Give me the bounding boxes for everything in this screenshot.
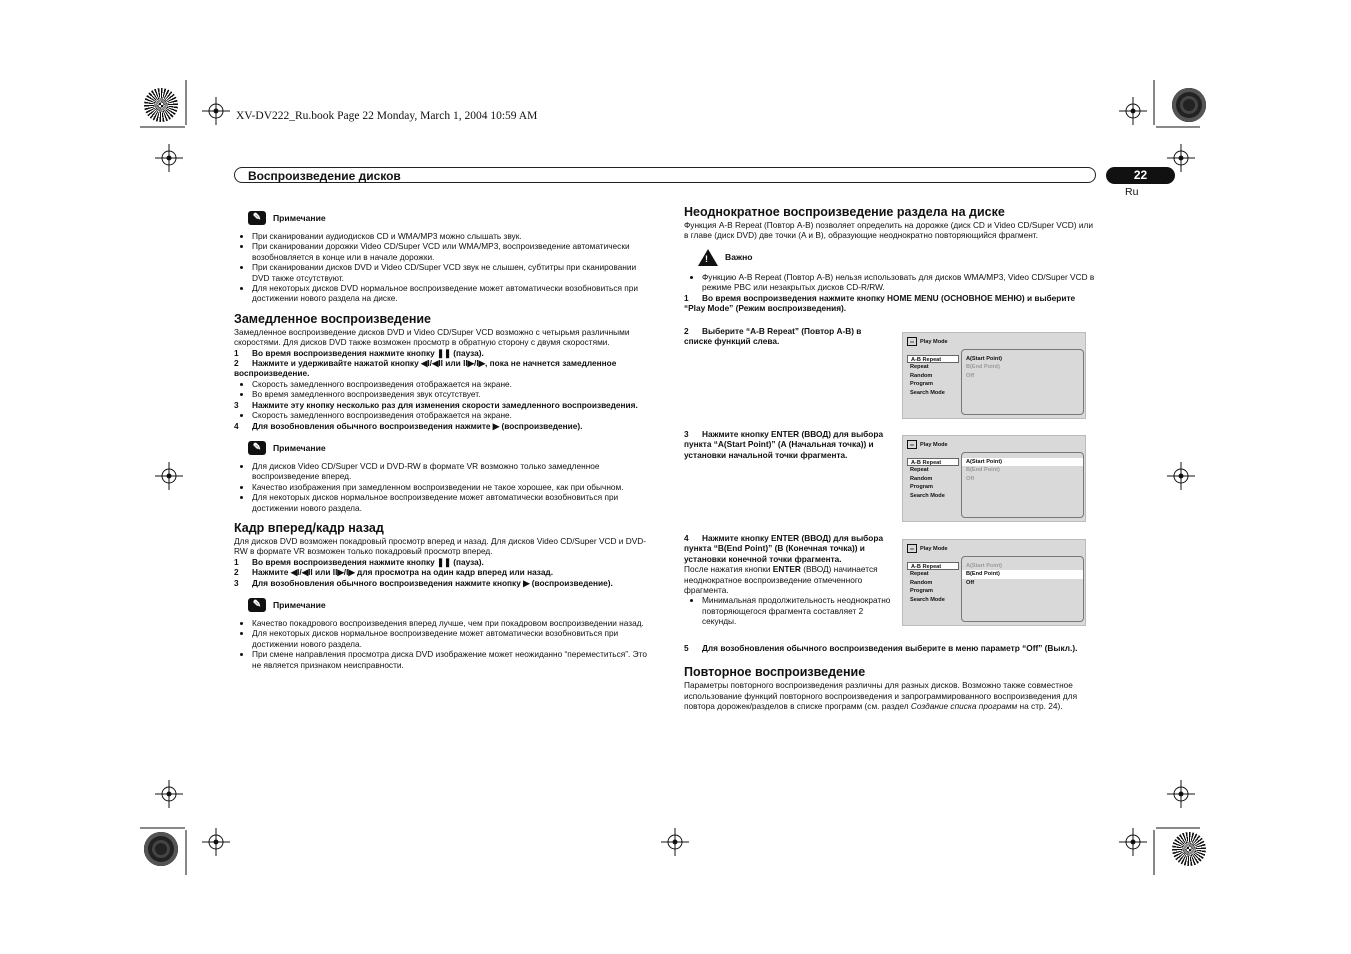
- step-number: 5: [684, 643, 689, 653]
- osd-menu-item: Search Mode: [910, 492, 945, 499]
- text: (ВВОД) начинается неоднократное воспроизведение отмеченного фрагмента.: [684, 564, 878, 596]
- step-number: 1: [684, 292, 689, 303]
- list-item: • При сканировании дорожки Video CD/Super VCD или WMA/MP3, воспроизведение автоматически возобновляется в конце или в начале дорожки.: [252, 241, 652, 262]
- osd-title-text: Play Mode: [920, 338, 948, 345]
- osd-menu-item: Random: [910, 475, 933, 482]
- osd-menu-item: Repeat: [910, 364, 929, 371]
- list-item: • При сканировании дисков DVD и Video CD/Super VCD звук не слышен, субтитры при сканировании DVD также отсутствуют.: [252, 262, 652, 283]
- osd-menu-item: Search Mode: [910, 389, 945, 396]
- heading-frame-advance: Кадр вперед/кадр назад: [234, 520, 384, 535]
- step: [234, 358, 652, 379]
- osd-title-text: Play Mode: [920, 545, 948, 552]
- step: [234, 421, 652, 431]
- step-text: Нажмите ◀I/◀II или II▶/I▶ для просмотра на один кадр вперед или назад.: [252, 567, 554, 578]
- step: [234, 567, 652, 577]
- left-column: [234, 208, 652, 670]
- note-list: [234, 461, 652, 513]
- step-3-block: [684, 429, 889, 460]
- step: [234, 557, 652, 567]
- step-text: Для возобновления обычного воспроизведения нажмите ▶ (воспроизведение).: [252, 420, 583, 431]
- page-number: 22: [1106, 167, 1175, 184]
- paragraph: Для дисков DVD возможен покадровый просмотр вперед и назад. Для дисков Video CD/Super VCD и DVD-RW в формате VR возможен только покадровый просмотр вперед.: [234, 535, 647, 557]
- step-text: Во время воспроизведения нажмите кнопку HOME MENU (ОСНОВНОЕ МЕНЮ) и выберите “Play Mode” (Режим воспроизведения).: [684, 292, 1076, 314]
- step-number: 2: [234, 567, 239, 578]
- step-number: 4: [234, 420, 239, 431]
- step-2-block: [684, 326, 884, 347]
- list-item: • Качество изображения при замедленном воспроизведении не такое хорошее, как при обычном.: [252, 482, 652, 492]
- step-4-block: [684, 533, 896, 627]
- pencil-note-icon: ✎: [248, 441, 266, 455]
- osd-option: Off: [966, 372, 975, 379]
- step: [684, 293, 1098, 314]
- pencil-note-icon: ✎: [248, 598, 266, 612]
- step-text: Для возобновления обычного воспроизведения нажмите кнопку ▶ (воспроизведение).: [252, 577, 613, 588]
- important-list: [684, 272, 1098, 293]
- paragraph: [684, 564, 896, 595]
- step-number: 1: [234, 556, 239, 567]
- osd-option: Off: [966, 475, 975, 482]
- paragraph: [684, 680, 1096, 711]
- note-block: [248, 441, 652, 455]
- osd-option: Off: [966, 579, 975, 586]
- step-number: 3: [234, 577, 239, 588]
- osd-option: B(End Point): [966, 364, 1000, 371]
- list-item: • Качество покадрового воспроизведения вперед лучше, чем при покадровом воспроизведении назад.: [252, 618, 652, 628]
- osd-menu-item: Program: [910, 381, 934, 388]
- heading-repeat-playback: Повторное воспроизведение: [684, 665, 866, 680]
- osd-options: [961, 556, 1084, 622]
- key-name: ENTER: [772, 564, 801, 575]
- step-number: 4: [684, 533, 689, 543]
- step-text: Во время воспроизведения нажмите кнопку ❚❚ (пауза).: [252, 556, 484, 567]
- osd-menu-item: Repeat: [910, 467, 929, 474]
- text: После нажатия кнопки: [684, 564, 773, 575]
- osd-menu-item: Repeat: [910, 571, 929, 578]
- osd-title: [907, 544, 948, 553]
- step-5-block: [684, 643, 1096, 712]
- osd-title: [907, 337, 948, 346]
- step: [684, 326, 884, 347]
- book-info: XV-DV222_Ru.book Page 22 Monday, March 1, 2004 10:59 AM: [236, 110, 538, 122]
- note-list: [234, 231, 652, 304]
- cross-reference: Создание списка программ: [910, 701, 1018, 712]
- paragraph: Замедленное воспроизведение дисков DVD и Video CD/Super VCD возможно с четырьмя различными скоростями. Для дисков DVD также возможен просмотр в обратную сторону с двумя скоростями.: [234, 326, 630, 348]
- osd-options: [961, 452, 1084, 518]
- osd-menu-item: Random: [910, 372, 933, 379]
- dvd-icon: ▭: [907, 440, 917, 449]
- pencil-note-icon: ✎: [248, 211, 266, 225]
- list-item: • Минимальная продолжительность неоднократно повторяющегося фрагмента составляет 2 секунды.: [702, 595, 896, 626]
- step-number: 3: [234, 399, 239, 410]
- osd-menu: [907, 562, 959, 604]
- list-item: • При сканировании аудиодисков CD и WMA/MP3 можно слышать звук.: [252, 231, 652, 241]
- step-text: Нажмите эту кнопку несколько раз для изменения скорости замедленного воспроизведения.: [252, 399, 638, 410]
- step-text: Во время воспроизведения нажмите кнопку ❚❚ (пауза).: [252, 347, 484, 358]
- osd-menu-item: A-B Repeat: [907, 355, 959, 363]
- warning-icon: !: [698, 249, 718, 266]
- osd-option: B(End Point): [962, 570, 1083, 578]
- list-item: • Для некоторых дисков нормальное воспроизведение может автоматически возобновиться при достижении нового раздела.: [252, 492, 652, 513]
- osd-options: [961, 349, 1084, 415]
- section-title: Воспроизведение дисков: [234, 167, 1096, 183]
- step: [234, 348, 652, 358]
- osd-menu: [907, 355, 959, 397]
- osd-screen-1: [902, 332, 1086, 419]
- step-number: 2: [234, 358, 239, 369]
- osd-title: [907, 440, 948, 449]
- dvd-icon: ▭: [907, 544, 917, 553]
- step: [684, 429, 889, 460]
- step-number: 2: [684, 326, 689, 336]
- note-list: [234, 618, 652, 670]
- list-item: • Функцию A-B Repeat (Повтор A-B) нельзя использовать для дисков WMA/MP3, Video CD/Super VCD в режиме PBC или незакрытых дисков CD-R/RW.: [702, 272, 1098, 293]
- right-column-top: [684, 205, 1098, 313]
- paragraph: Функция A-B Repeat (Повтор A-B) позволяет определить на дорожке (диск CD и Video CD/Super VCD) или в главе (диск DVD) две точки (A и B), образующие неоднократно повторяющийся фрагмент.: [684, 220, 1093, 241]
- note-block: [248, 211, 652, 225]
- bullet-list: [684, 595, 896, 626]
- step: [684, 643, 1096, 653]
- step-number: 3: [684, 429, 689, 439]
- note-title: Примечание: [273, 212, 326, 223]
- list-item: • Скорость замедленного воспроизведения отображается на экране.: [252, 379, 652, 389]
- osd-title-text: Play Mode: [920, 441, 948, 448]
- language-label: Ru: [1125, 186, 1139, 198]
- important-block: [698, 249, 1098, 266]
- step-text: Нажмите кнопку ENTER (ВВОД) для выбора пункта “B(End Point)” (B (Конечная точка)) и установки конечной точки фрагмента.: [684, 533, 884, 564]
- step-text: Для возобновления обычного воспроизведения выберите в меню параметр “Off” (Выкл.).: [702, 643, 1078, 653]
- step: [234, 400, 652, 410]
- osd-menu-item: Random: [910, 579, 933, 586]
- bullet-list: [234, 379, 652, 400]
- list-item: • Во время замедленного воспроизведения звук отсутствует.: [252, 389, 652, 399]
- note-title: Примечание: [273, 599, 326, 610]
- text: на стр. 24).: [1017, 701, 1063, 712]
- step-number: 1: [234, 347, 239, 358]
- osd-option: A(Start Point): [966, 563, 1003, 569]
- osd-menu: [907, 458, 959, 500]
- osd-menu-item: A-B Repeat: [907, 562, 959, 570]
- osd-option: A(Start Point): [966, 356, 1003, 362]
- list-item: • Для некоторых дисков DVD нормальное воспроизведение может автоматически возобновиться при достижении нового раздела на диске.: [252, 283, 652, 304]
- note-title: Примечание: [273, 442, 326, 453]
- step-text: Нажмите и удерживайте нажатой кнопку ◀I/◀II или II▶/I▶, пока не начнется замедленное воспроизведение.: [234, 358, 617, 379]
- osd-option: B(End Point): [966, 467, 1000, 474]
- osd-menu-item: A-B Repeat: [907, 458, 959, 466]
- osd-menu-item: Program: [910, 588, 934, 595]
- step-text: Выберите “A-B Repeat” (Повтор A-B) в списке функций слева.: [684, 326, 862, 347]
- step: [234, 578, 652, 588]
- osd-menu-item: Search Mode: [910, 596, 945, 603]
- heading-ab-repeat: Неоднократное воспроизведение раздела на диске: [684, 205, 1005, 219]
- bullet-list: [234, 410, 652, 420]
- step-text: Нажмите кнопку ENTER (ВВОД) для выбора пункта “A(Start Point)” (A (Начальная точка)) и установки начальной точки фрагмента.: [684, 429, 884, 460]
- step: [684, 533, 896, 564]
- osd-screen-3: [902, 539, 1086, 626]
- important-title: Важно: [725, 252, 753, 263]
- note-block: [248, 598, 652, 612]
- list-item: • Для дисков Video CD/Super VCD и DVD-RW в формате VR возможно только замедленное воспроизведение вперед.: [252, 461, 652, 482]
- osd-screen-2: [902, 435, 1086, 522]
- list-item: • При смене направления просмотра диска DVD изображение может неожиданно “переместиться”. Это не является признаком неисправности.: [252, 649, 652, 670]
- list-item: • Скорость замедленного воспроизведения отображается на экране.: [252, 410, 652, 420]
- osd-option: A(Start Point): [962, 458, 1083, 466]
- heading-slow-playback: Замедленное воспроизведение: [234, 311, 432, 326]
- text: Параметры повторного воспроизведения различны для разных дисков. Возможно также совместное использование функций повторного воспроизведения и запрограммированного воспроизведения для повтора дорожек/разделов в списке программ (см. раздел: [684, 680, 1078, 712]
- dvd-icon: ▭: [907, 337, 917, 346]
- osd-menu-item: Program: [910, 484, 934, 491]
- list-item: • Для некоторых дисков нормальное воспроизведение может автоматически возобновиться при достижении нового раздела.: [252, 628, 652, 649]
